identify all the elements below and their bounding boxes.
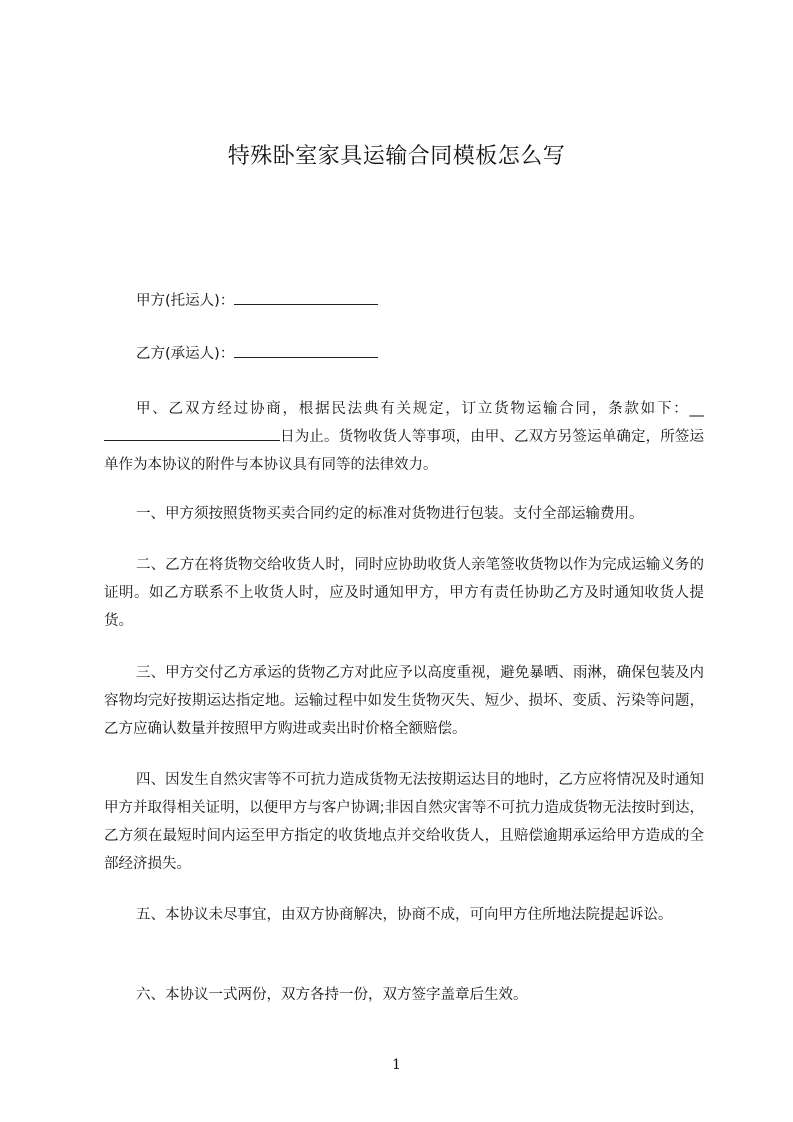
intro-paragraph (104, 395, 704, 479)
clause-4 (104, 766, 704, 878)
party-b-field (136, 343, 378, 364)
party-b-label: 乙方(承运人)： (136, 346, 235, 362)
clause-4-text: 四、因发生自然灾害等不可抗力造成货物无法按期运达目的地时，乙方应将情况及时通知甲方并取得相关证明，以便甲方与客户协调;非因自然灾害等不可抗力造成货物无法按时到达，乙方须在最短时间内运至甲方指定的收货地点并交给收货人，且赔偿逾期承运给甲方造成的全部经济损失。 (104, 772, 704, 872)
page-number: 1 (392, 1057, 401, 1073)
clause-2 (104, 551, 704, 635)
date-blank (104, 426, 280, 441)
party-a-label: 甲方(托运人)： (136, 293, 235, 309)
clause-3-text: 三、甲方交付乙方承运的货物乙方对此应予以高度重视，避免暴晒、雨淋，确保包装及内容物均完好按期运达指定地。运输过程中如发生货物灭失、短少、损坏、变质、污染等问题，乙方应确认数量并按照甲方购进或卖出时价格全额赔偿。 (104, 665, 704, 737)
document-title: 特殊卧室家具运输合同模板怎么写 (227, 144, 566, 169)
clause-5 (104, 901, 704, 929)
clause-1-text: 一、甲方须按照货物买卖合同约定的标准对货物进行包装。支付全部运输费用。 (136, 506, 644, 522)
party-a-field (136, 290, 378, 311)
clause-6 (104, 981, 704, 1009)
clause-5-text: 五、本协议未尽事宜，由双方协商解决，协商不成，可向甲方住所地法院提起诉讼。 (136, 907, 673, 923)
clause-2-text: 二、乙方在将货物交给收货人时，同时应协助收货人亲笔签收货物以作为完成运输义务的证明。如乙方联系不上收货人时，应及时通知甲方，甲方有责任协助乙方及时通知收货人提货。 (104, 557, 704, 629)
party-a-blank (234, 290, 378, 305)
intro-text-1: 甲、乙双方经过协商，根据民法典有关规定，订立货物运输合同，条款如下：__ (136, 401, 704, 417)
clause-6-text: 六、本协议一式两份，双方各持一份，双方签字盖章后生效。 (136, 987, 528, 1003)
intro-text-2: 日为止。货物收货人等事项，由甲、乙双方另签运单确定，所签运单作为本协议的附件与本协议具有同等的法律效力。 (104, 429, 704, 473)
clause-1 (104, 500, 704, 528)
clause-3 (104, 659, 704, 743)
party-b-blank (234, 343, 378, 358)
